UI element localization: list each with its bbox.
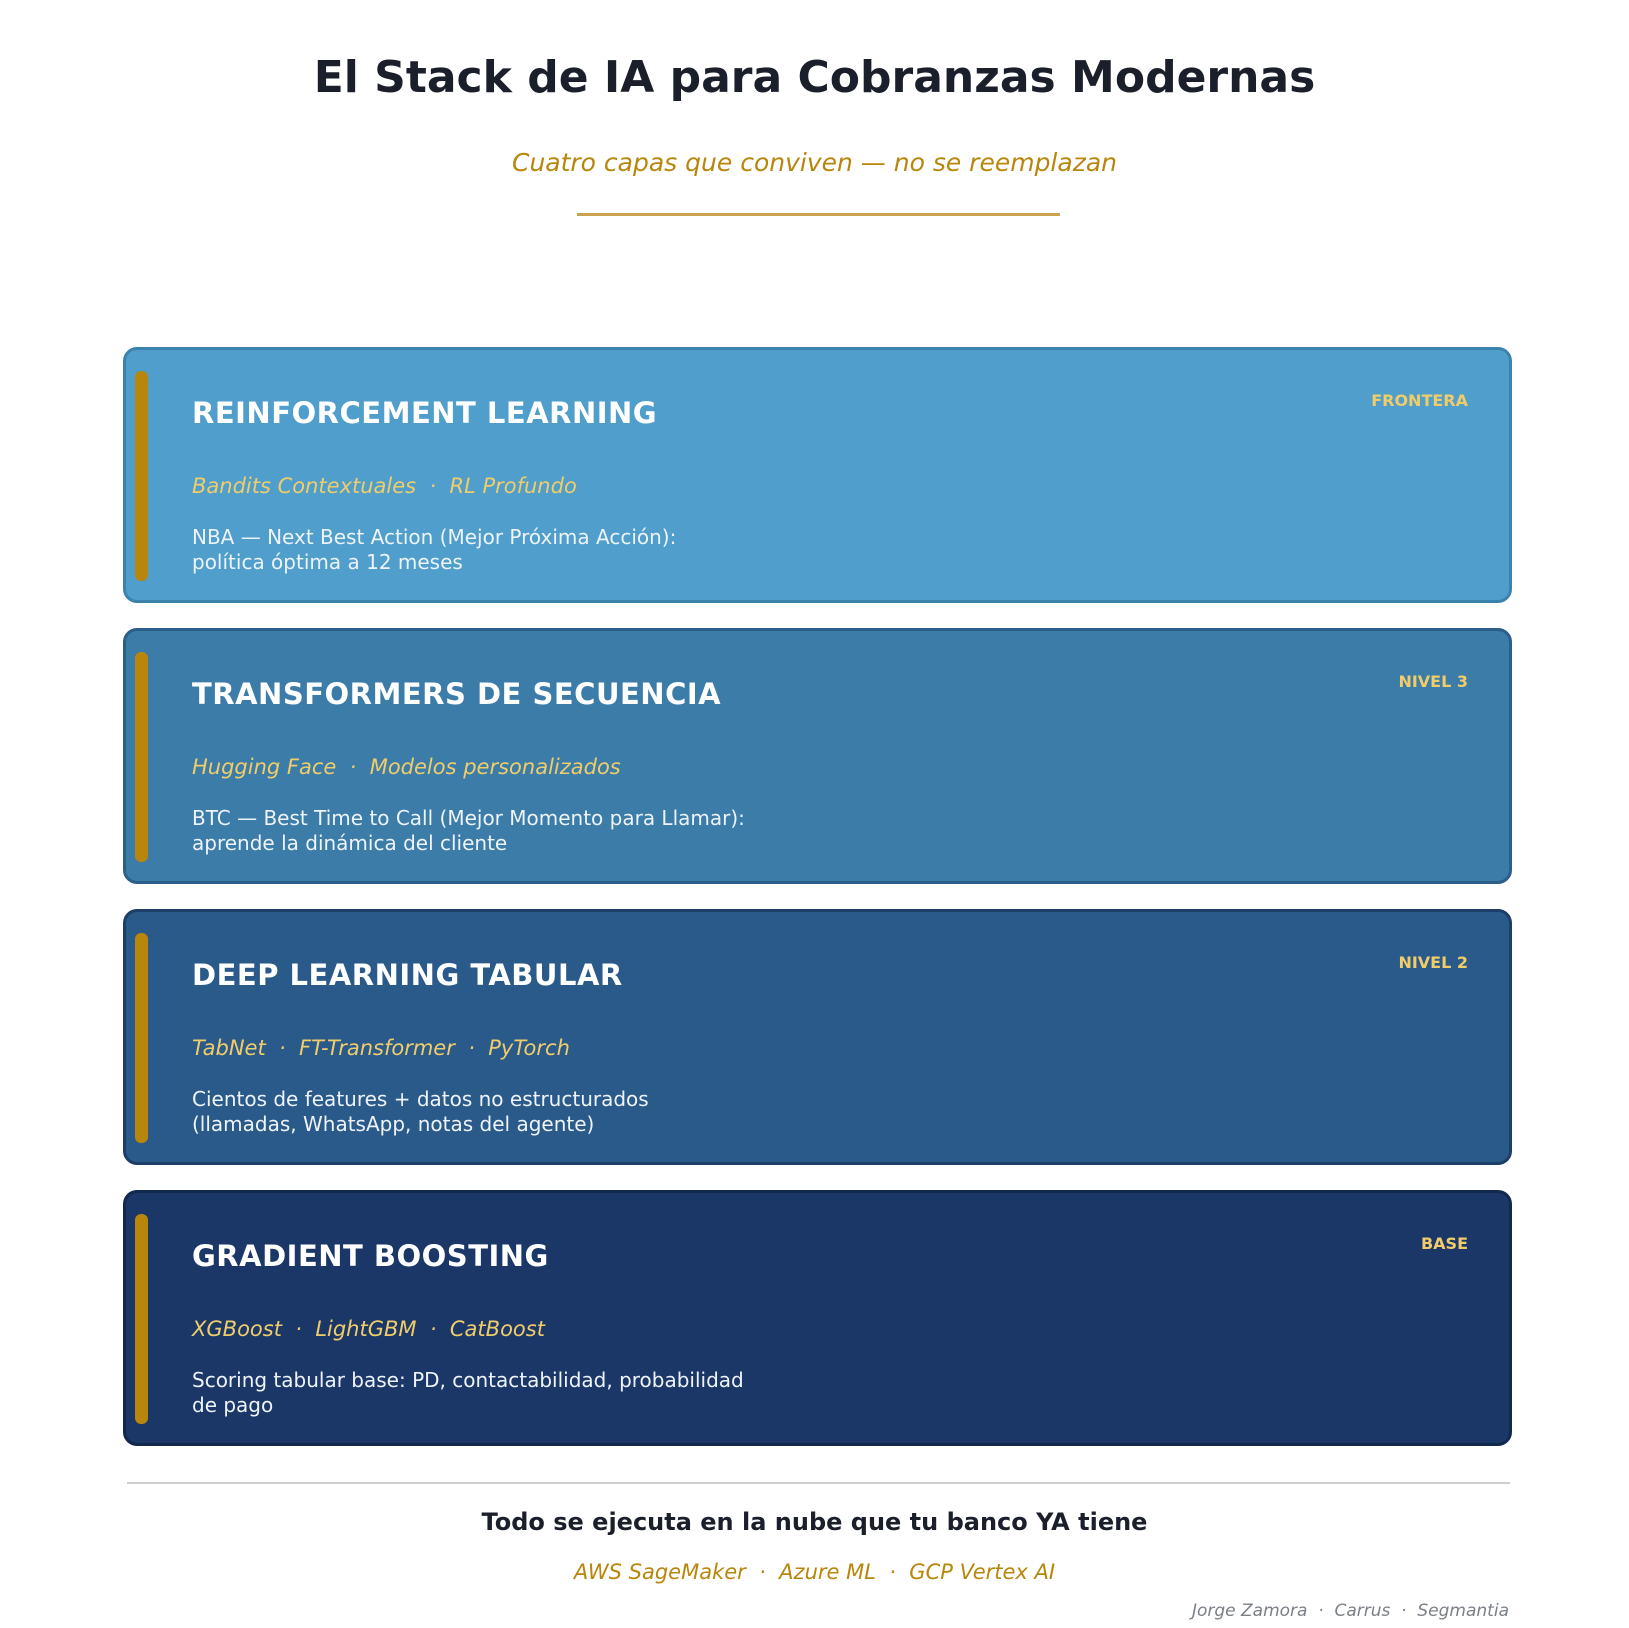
layer-level-tag: NIVEL 2	[1398, 953, 1468, 972]
layer-level-tag: NIVEL 3	[1398, 672, 1468, 691]
layer-tools: Bandits Contextuales · RL Profundo	[192, 474, 577, 498]
title-divider	[577, 213, 1060, 216]
author-credits: Jorge Zamora · Carrus · Segmantia	[1191, 1601, 1509, 1621]
footer-divider	[127, 1482, 1510, 1484]
layer-description: Scoring tabular base: PD, contactabilidad, probabilidad de pago	[192, 1368, 744, 1417]
layer-description: NBA — Next Best Action (Mejor Próxima Acción): política óptima a 12 meses	[192, 525, 677, 574]
footer-title: Todo se ejecuta en la nube que tu banco YA tiene	[481, 1508, 1148, 1536]
layer-accent-bar	[135, 652, 148, 862]
layer-title: TRANSFORMERS DE SECUENCIA	[192, 677, 722, 711]
layer-title: REINFORCEMENT LEARNING	[192, 396, 658, 430]
layer-card-deep-learning-tabular	[123, 909, 1512, 1165]
layer-accent-bar	[135, 371, 148, 581]
layer-accent-bar	[135, 933, 148, 1143]
page-subtitle: Cuatro capas que conviven — no se reemplazan	[511, 148, 1117, 177]
layer-accent-bar	[135, 1214, 148, 1424]
page-title: El Stack de IA para Cobranzas Modernas	[313, 52, 1316, 103]
layer-tools: Hugging Face · Modelos personalizados	[192, 755, 621, 779]
layer-tools: XGBoost · LightGBM · CatBoost	[192, 1317, 545, 1341]
layer-card-gradient-boosting	[123, 1190, 1512, 1446]
layer-title: DEEP LEARNING TABULAR	[192, 958, 623, 992]
layer-title: GRADIENT BOOSTING	[192, 1239, 549, 1273]
layer-card-transformers	[123, 628, 1512, 884]
layer-description: Cientos de features + datos no estructurados (llamadas, WhatsApp, notas del agente)	[192, 1087, 649, 1136]
layer-level-tag: FRONTERA	[1371, 391, 1468, 410]
layer-level-tag: BASE	[1420, 1234, 1468, 1253]
cloud-platforms: AWS SageMaker · Azure ML · GCP Vertex AI	[573, 1560, 1056, 1584]
layer-card-reinforcement-learning	[123, 347, 1512, 603]
layer-tools: TabNet · FT-Transformer · PyTorch	[192, 1036, 570, 1060]
layer-description: BTC — Best Time to Call (Mejor Momento para Llamar): aprende la dinámica del cliente	[192, 806, 745, 855]
